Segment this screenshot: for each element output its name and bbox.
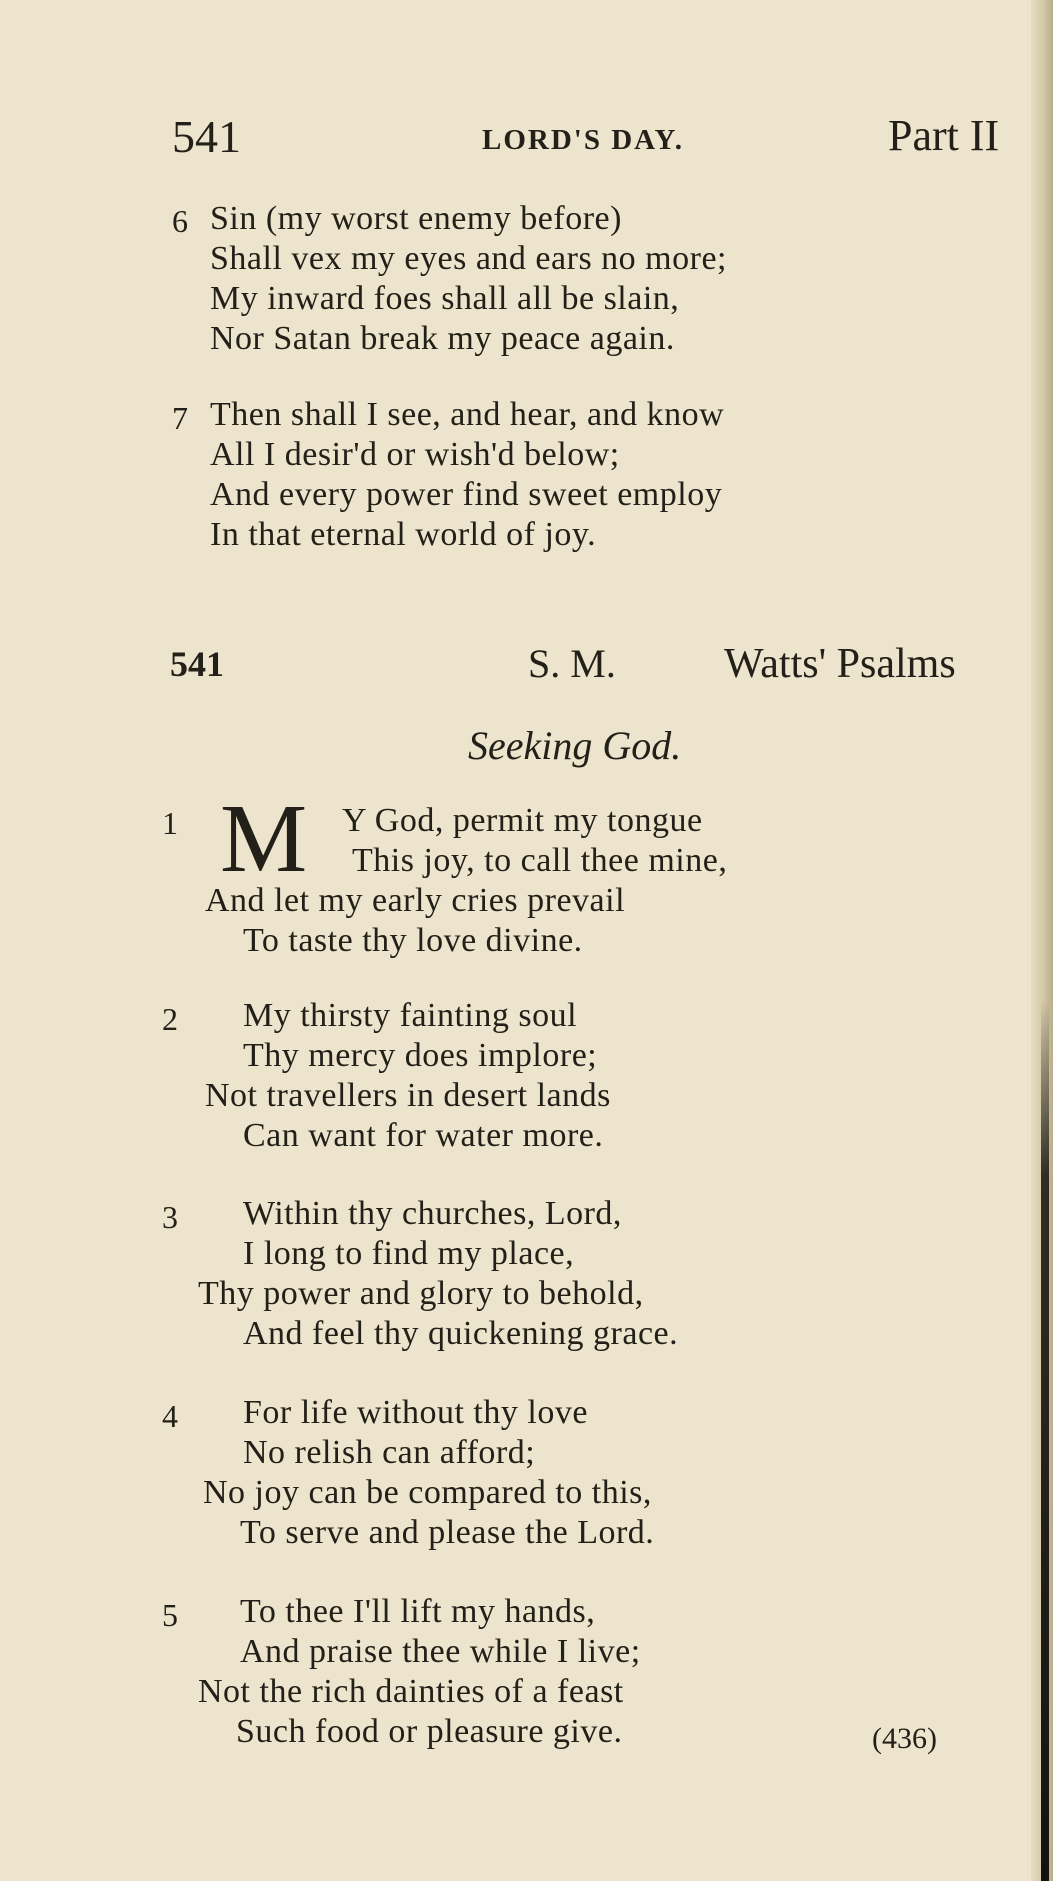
verse-line: Can want for water more.: [243, 1117, 604, 1154]
stanza-number: 2: [162, 1001, 178, 1037]
verse-line: Thy power and glory to behold,: [198, 1275, 644, 1312]
stanza-number: 4: [162, 1398, 178, 1434]
hymn-number: 541: [170, 644, 224, 684]
stanza-number: 5: [162, 1597, 178, 1633]
verse-line: My thirsty fainting soul: [243, 997, 578, 1034]
verse-line: Such food or pleasure give.: [236, 1713, 623, 1750]
verse-line: Not travellers in desert lands: [205, 1077, 611, 1114]
stanza-number: 3: [162, 1199, 178, 1235]
verse-line: And every power find sweet employ: [210, 476, 723, 513]
verse-line: Not the rich dainties of a feast: [198, 1673, 624, 1710]
verse-line: To taste thy love divine.: [243, 922, 583, 959]
hymn-title: Seeking God.: [468, 723, 682, 768]
verse-line: Sin (my worst enemy before): [210, 200, 622, 237]
verse-line: My inward foes shall all be slain,: [210, 280, 680, 317]
verse-line: Within thy churches, Lord,: [243, 1195, 622, 1232]
hymn-source: Watts' Psalms: [724, 641, 956, 687]
header-page-number: 541: [172, 111, 241, 162]
stanza-number: 7: [172, 400, 188, 436]
verse-line: And praise thee while I live;: [240, 1633, 641, 1670]
verse-line: Thy mercy does implore;: [243, 1037, 598, 1074]
verse-line: In that eternal world of joy.: [210, 516, 597, 553]
header-part: Part II: [888, 111, 1000, 160]
verse-line: Shall vex my eyes and ears no more;: [210, 240, 727, 277]
hymn-meter: S. M.: [528, 641, 616, 686]
verse-line: And feel thy quickening grace.: [243, 1315, 679, 1352]
header-running-title: LORD'S DAY.: [482, 124, 684, 156]
verse-line: For life without thy love: [243, 1394, 588, 1431]
verse-line: This joy, to call thee mine,: [352, 842, 728, 879]
verse-line: And let my early cries prevail: [205, 882, 626, 919]
verse-line: Then shall I see, and hear, and know: [210, 396, 725, 433]
stanza-number: 1: [162, 805, 178, 841]
verse-line: All I desir'd or wish'd below;: [210, 436, 620, 473]
verse-line: To serve and please the Lord.: [240, 1514, 655, 1551]
stanza-number: 6: [172, 203, 188, 239]
drop-cap: M: [220, 785, 308, 893]
verse-line: Nor Satan break my peace again.: [210, 320, 675, 357]
verse-line: I long to find my place,: [243, 1235, 575, 1272]
page-marker: (436): [872, 1722, 937, 1755]
verse-line: No joy can be compared to this,: [203, 1474, 652, 1511]
page-edge-shadow: [1041, 1000, 1049, 1881]
verse-line: Y God, permit my tongue: [342, 802, 703, 839]
verse-line: To thee I'll lift my hands,: [240, 1593, 596, 1630]
verse-line: No relish can afford;: [243, 1434, 536, 1471]
